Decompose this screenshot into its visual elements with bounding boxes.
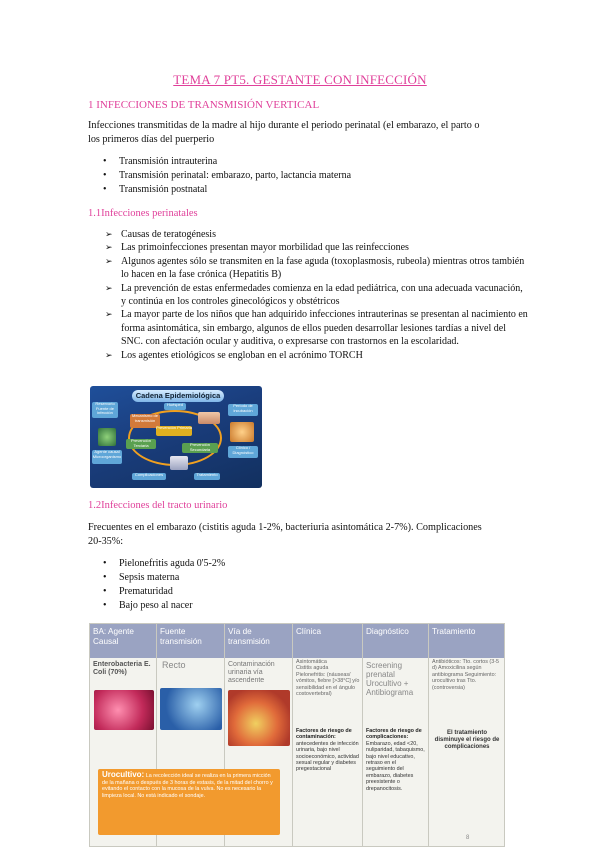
agent-cell: Enterobacteria E. Coli (70%) [93, 661, 151, 676]
treatment-note: El tratamiento disminuye el riesgo de complicaciones [434, 730, 500, 750]
intro-line-2: los primeros días del puerperio [88, 134, 215, 145]
complications-label: Complicaciones [132, 473, 166, 480]
list-item: ➢ Algunos agentes sólo se transmiten en la fase aguda (toxoplasmosis, rubeola) mientras otros también lo hacen en la fase crónica (Hepatitis B) [88, 255, 528, 282]
transmission-list [88, 155, 351, 197]
section-1-2-heading: 1.2Infecciones del tracto urinario [88, 500, 228, 511]
contamination-risk-title: Factores de riesgo de contaminación: [296, 728, 352, 741]
urinary-tract-image [228, 690, 290, 746]
source-cell: Recto [162, 660, 186, 670]
section-1-heading: 1 INFECCIONES DE TRANSMISIÓN VERTICAL [88, 99, 320, 111]
host-label: Huésped [164, 403, 186, 410]
list-item: • Transmisión intrauterina [88, 155, 351, 169]
clinic-item: Pielonefritis: (náuseas/ vómitos, fiebre [>38°C] y/o sensibilidad en el ángulo costovertebral) [296, 671, 360, 698]
list-item: ➢ Las primoinfecciones presentan mayor morbilidad que las reinfecciones [88, 241, 528, 254]
primary-prevention: Prevención Primaria [156, 426, 192, 436]
list-item: • Pielonefritis aguda 0'5-2% [88, 557, 225, 571]
section-1-2-intro [88, 521, 528, 549]
treatment-label: Tratamiento [194, 473, 220, 480]
reservoir-label: Reservorio Fuente de infección [92, 402, 118, 418]
list-item: • Transmisión postnatal [88, 183, 351, 197]
list-item: ➢ La mayor parte de los niños que han adquirido infecciones intrauterinas se presentan al nacimiento en forma asintomática, sin embargo, algunos de ellos pueden desarrollar lesiones tardías a nivel del SNC. con afectación ocular y auditiva, o expresarse con trastornos en la escolaridad. [88, 308, 528, 348]
section-1-1-heading: 1.1Infecciones perinatales [88, 208, 198, 219]
treatment-cell: Antibióticos: Tto. cortos (3-5 d) Amoxicilina según antibiograma Seguimiento: urocultivo tras Tto. (controversia) [432, 659, 500, 691]
clinic-item: Cistitis aguda [296, 665, 329, 672]
list-item: • Prematuridad [88, 585, 225, 599]
complication-risk-text: Embarazo, edad <20, nuliparidad, tabaquismo, bajo nivel educativo, retraso en el seguimiento del embarazo, diabetes preexistente o drepanocitosis. [366, 740, 425, 792]
causal-agent-label: Agente causal Microorganismo [92, 450, 122, 464]
header-clinic: Clínica [296, 627, 322, 636]
urocultivo-box [98, 769, 280, 835]
secondary-prevention: Prevención Secundaria [182, 443, 218, 453]
intro-line-1: Infecciones transmitidas de la madre al hijo durante el periodo perinatal (el embarazo, el parto o [88, 120, 480, 131]
microbe-icon [98, 428, 116, 446]
page-number: 8 [466, 835, 470, 841]
section-1-intro [88, 119, 528, 147]
intro-line-1: Frecuentes en el embarazo (cistitis aguda 1-2%, bacteriuria asintomática 2-7%). Complicaciones [88, 522, 482, 533]
rectum-image [160, 688, 222, 730]
contamination-risk-text: antecedentes de infección urinaria, bajo nivel socioeconómico, actividad sexual regular y diabetes pregestacional [296, 740, 359, 773]
list-item: ➢ La prevención de estas enfermedades comienza en la edad pediátrica, con una adecuada vacunación, y continúa en los controles ginecológicos y obstétricos [88, 282, 528, 309]
header-treatment: Tratamiento [432, 627, 476, 636]
complication-risk-cell [366, 728, 426, 792]
bacteria-image [94, 690, 154, 730]
urocultivo-title: Urocultivo: [102, 770, 145, 779]
perinatal-list [88, 228, 528, 362]
transmission-label: Mecanismo de transmisión [130, 414, 160, 428]
incubation-label: Período de incubación [228, 404, 258, 416]
host-icon [198, 412, 220, 424]
header-diagnosis: Diagnóstico [366, 627, 409, 636]
clinic-cell [296, 659, 360, 697]
list-item: • Bajo peso al nacer [88, 599, 225, 613]
complications-list [88, 557, 225, 613]
list-item: ➢ Causas de teratogénesis [88, 228, 528, 241]
diagnosis-cell: Screening prenatal Urocultivo + Antibiograma [366, 661, 414, 697]
page-title: TEMA 7 PT5. GESTANTE CON INFECCIÓN [173, 72, 427, 87]
urocultivo-text: La recolección ideal se realiza en la primera micción de la mañana o después de 3 horas de estasis, de la mitad del chorro y evitando el contacto con la mucosa de la vulva. No es necesario la limpieza local. No está indicado el sondaje. [102, 773, 273, 799]
header-route: Vía de transmisión [228, 627, 270, 646]
list-item: • Sepsis materna [88, 571, 225, 585]
syringe-icon [170, 456, 188, 470]
complication-risk-title: Factores de riesgo de complicaciones: [366, 728, 422, 741]
header-agent: BA: Agente Causal [93, 627, 134, 646]
epidemiological-chain-image [90, 386, 262, 488]
clinical-label: Clínico / Diagnóstico [228, 446, 258, 458]
chain-title: Cadena Epidemiológica [132, 390, 224, 402]
intro-line-2: 20-35%: [88, 536, 124, 547]
route-cell: Contaminación urinaria vía ascendente [228, 661, 275, 684]
contamination-risk-cell [296, 728, 360, 773]
tertiary-prevention: Prevención Terciaria [126, 439, 156, 449]
header-source: Fuente transmisión [160, 627, 202, 646]
clinic-item: Asintomática [296, 659, 327, 665]
list-item: ➢ Los agentes etiológicos se engloban en el acrónimo TORCH [88, 349, 528, 362]
list-item: • Transmisión perinatal: embarazo, parto, lactancia materna [88, 169, 351, 183]
urocultivo-content [102, 772, 278, 799]
uti-summary-table-image [89, 623, 505, 847]
incubation-icon [230, 422, 254, 442]
